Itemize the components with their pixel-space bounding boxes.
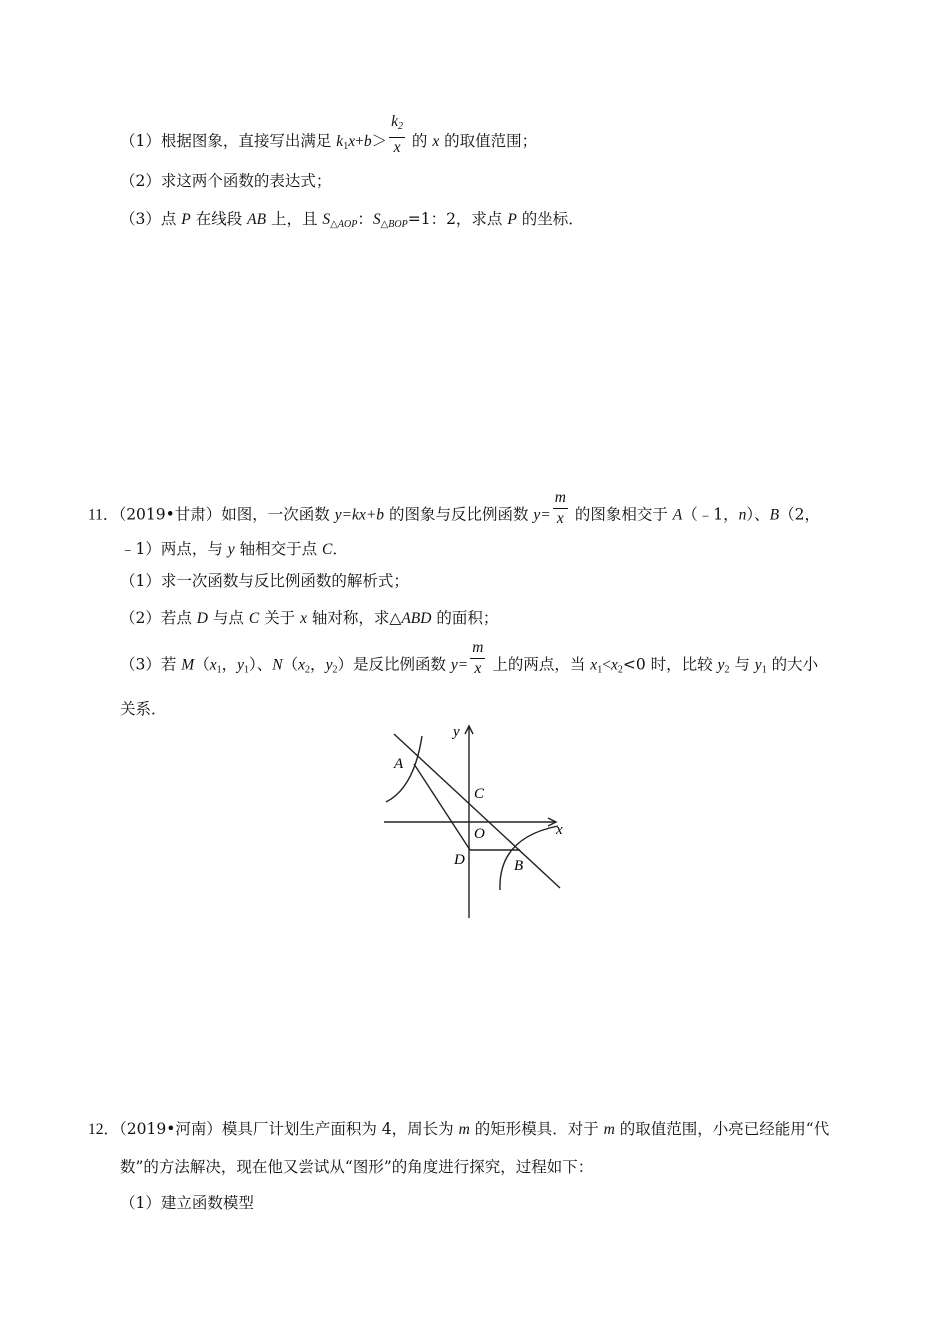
label-b: B xyxy=(514,858,524,874)
q12-line2: 数”的方法解决，现在他又尝试从“图形”的角度进行探究，过程如下： xyxy=(120,1158,594,1176)
label-o: O xyxy=(474,826,485,842)
hyperbola-branch-right xyxy=(500,826,558,890)
line-ab xyxy=(394,734,560,888)
segment-ad xyxy=(414,764,470,850)
q11-line1: 11．（2019•甘肃）如图，一次函数 y=kx+b 的图象与反比例函数 y= $\frac{m}{x}$ 的图象相交于 A（﹣1，n）、B（2， xyxy=(88,489,820,527)
question-number: 12． xyxy=(88,1121,120,1138)
q11-sub2: （2）若点 D 与点 C 关于 x 轴对称，求△ABD 的面积； xyxy=(120,609,499,627)
q11-sub1: （1）求一次函数与反比例函数的解析式； xyxy=(120,572,409,590)
question-number: 11． xyxy=(88,506,119,524)
q11-sub3-line2: 关系． xyxy=(120,700,167,718)
label-d: D xyxy=(454,852,465,868)
q11-figure xyxy=(378,722,598,922)
label-a: A xyxy=(394,756,404,772)
label-y: y xyxy=(453,724,460,740)
q10-part1: （1）根据图象，直接写出满足 $k_1x+b>$ $\frac{k_2}{x}$ 的 x 的取值范围； xyxy=(120,113,538,156)
fraction-k2-over-x: $\frac{k_2}{x}$ xyxy=(391,113,403,156)
q12-sub1: （1）建立函数模型 xyxy=(120,1194,254,1212)
fraction-m-over-x: $\frac{m}{x}$ xyxy=(554,489,566,527)
q12-line1: 12．（2019•河南）模具厂计划生产面积为 4，周长为 m 的矩形模具．对于 m 的取值范围，小亮已经能用“代 xyxy=(88,1120,830,1138)
q10-part2: （2）求这两个函数的表达式； xyxy=(120,172,332,190)
q10-part3: （3）点 P 在线段 AB 上，且 $S_{\triangle AOP}$：$S_{\triangle BOP}=1$：2，求点 P 的坐标． xyxy=(120,210,584,230)
q11-line2: ﹣1）两点，与 y 轴相交于点 C． xyxy=(120,540,348,558)
q11-sub3: （3）若 $M(x_1$，$y_1$）、$N(x_2$，$y_2$）是反比例函数 y= $\frac{m}{x}$ 上的两点，当 $x_1<x_2<0$ 时，比较 $y_2$ 与 $y_1$ 的大小 xyxy=(120,639,819,677)
label-c: C xyxy=(474,786,485,802)
label-x: x xyxy=(556,822,563,838)
fraction-m-over-x-2: $\frac{m}{x}$ xyxy=(472,639,484,677)
